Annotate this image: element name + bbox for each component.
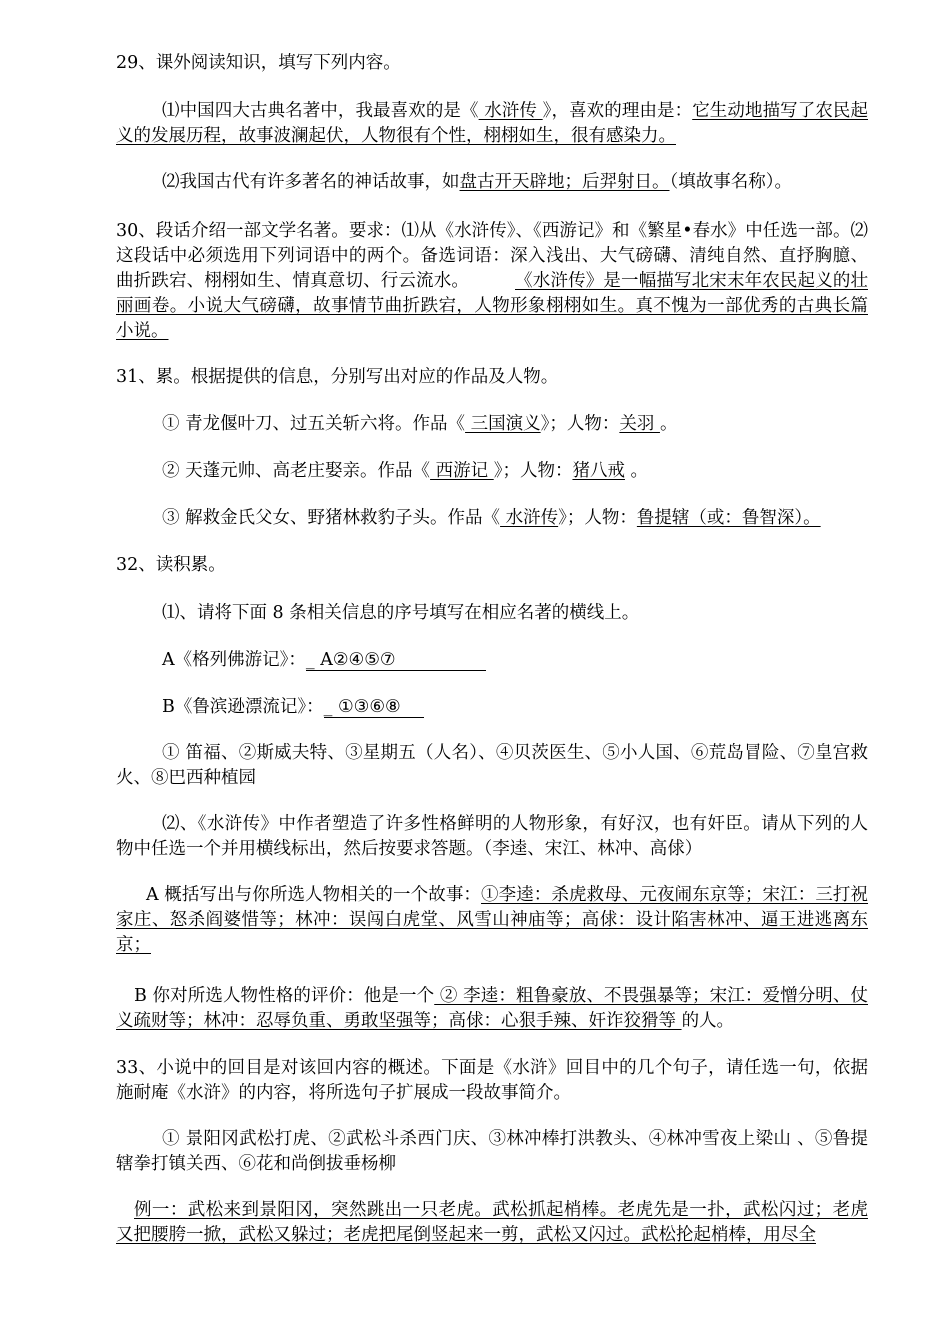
answer-reason: 它生动地描写了农民起义的发展历程，故事波澜起伏，人物很有个性，栩栩如生，很有感染力。	[116, 101, 869, 146]
q30-answer: 《水浒传》是一幅描写北宋末年农民起义的壮丽画卷。小说大气磅礴，故事情节曲折跌宕，人物形象栩栩如生。真不愧为一部优秀的古典长篇小说。	[116, 271, 868, 341]
q33-example	[116, 1198, 868, 1248]
q33-options: ① 景阳冈武松打虎、②武松斗杀西门庆、③林冲棒打洪教头、④林冲雪夜上梁山 、⑤鲁提辖拳打镇关西、⑥花和尚倒拔垂杨柳	[116, 1129, 868, 1174]
answer-blank-b: _ ①③⑥⑧	[324, 697, 424, 718]
q31-item-2: ② 天蓬元帅、高老庄娶亲。作品《 西游记 》；人物：猪八戒 。	[162, 461, 649, 481]
q33-paragraph: 33、小说中的回目是对该回内容的概述。下面是《水浒》回目中的几个句子，请任选一句，依据施耐庵《水浒》的内容，将所选句子扩展成一段故事简介。	[116, 1058, 868, 1103]
answer-character: ② 李逵：粗鲁豪放、不畏强暴等；宋江：爱憎分明、仗义疏财等；林冲：忍辱负重、勇敢坚强等；高俅：心狠手辣、奸诈狡猾等	[116, 986, 869, 1031]
answer-myths: 盘古开天辟地；后羿射日。	[459, 172, 670, 192]
q31-heading: 31、累。根据提供的信息，分别写出对应的作品及人物。	[116, 367, 559, 387]
q29-heading: 29、课外阅读知识，填写下列内容。	[116, 53, 401, 73]
q32-heading: 32、读积累。	[116, 555, 226, 575]
example-answer: 例一：武松来到景阳冈，突然跳出一只老虎。武松抓起梢棒。老虎先是一扑，武松闪过；老虎又把腰胯一掀，武松又躲过；老虎把尾倒竖起来一剪，武松又闪过。武松抡起梢棒，用尽全	[116, 1200, 868, 1245]
q29-paragraph-2: ⑵我国古代有许多著名的神话故事，如盘古开天辟地；后羿射日。（填故事名称）。	[162, 172, 792, 192]
q32-answer-a: A《格列佛游记》：_ A②④⑤⑦	[116, 648, 914, 673]
q32-options: ① 笛福、②斯威夫特、③星期五（人名）、④贝茨医生、⑤小人国、⑥荒岛冒险、⑦皇宫救火、⑧巴西种植园	[116, 743, 868, 788]
q32-answer-b: B《鲁滨逊漂流记》：_ ①③⑥⑧	[116, 695, 914, 720]
q32-sub-2: ⑵、《水浒传》中作者塑造了许多性格鲜明的人物形象，有好汉，也有奸臣。请从下列的人物中任选一个并用横线标出，然后按要求答题。（李逵、宋江、林冲、高俅）	[116, 814, 868, 859]
q31-item-1: ① 青龙偃叶刀、过五关斩六将。作品《 三国演义》；人物：关羽 。	[162, 414, 678, 434]
q32-question-a: A 概括写出与你所选人物相关的一个故事：①李逵：杀虎救母、元夜闹东京等；宋江：三打祝家庄、怒杀阎婆惜等；林冲：误闯白虎堂、风雪山神庙等；高俅：设计陷害林冲、逼王进逃离东京；	[116, 885, 869, 955]
q30-paragraph: 30、段话介绍一部文学名著。要求：⑴从《水浒传》、《西游记》和《繁星•春水》中任选一部。⑵这段话中必须选用下列词语中的两个。备选词语：深入浅出、大气磅礴、清纯自然、直抒胸臆、曲折跌宕、栩栩如生、情真意切、行云流水。 《水浒传》是一幅描写北宋末年农民起义的壮丽画卷。小说大气磅礴，故事情节曲折跌宕，人物形象栩栩如生。真不愧为一部优秀的古典长篇小说。	[116, 221, 868, 341]
q32-question-b: B 你对所选人物性格的评价：他是一个 ② 李逵：粗鲁豪放、不畏强暴等；宋江：爱憎分明、仗义疏财等；林冲：忍辱负重、勇敢坚强等；高俅：心狠手辣、奸诈狡猾等 的人。	[116, 986, 869, 1031]
q31-item-3: ③ 解救金氏父女、野猪林救豹子头。作品《 水浒传》；人物：鲁提辖（或：鲁智深）。	[162, 508, 821, 528]
answer-favorite-book: 水浒传	[478, 101, 543, 121]
answer-story: ①李逵：杀虎救母、元夜闹东京等；宋江：三打祝家庄、怒杀阎婆惜等；林冲：误闯白虎堂、风雪山神庙等；高俅：设计陷害林冲、逼王进逃离东京；	[116, 885, 869, 955]
q32-sub-1: ⑴、请将下面 8 条相关信息的序号填写在相应名著的横线上。	[162, 603, 640, 623]
answer-blank-a: _ A②④⑤⑦	[306, 650, 486, 671]
q29-paragraph-1: ⑴中国四大古典名著中，我最喜欢的是《 水浒传 》，喜欢的理由是：它生动地描写了农民起义的发展历程，故事波澜起伏，人物很有个性，栩栩如生，很有感染力。	[116, 101, 869, 146]
